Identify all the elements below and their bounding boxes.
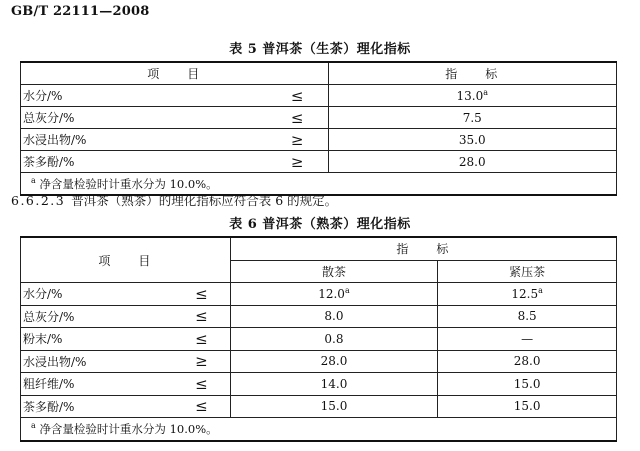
table-row [21,283,617,306]
loose-value: 0.8 [230,328,438,351]
pressed-value [438,283,617,306]
table5-title: 表 5 普洱茶（生茶）理化指标 [229,42,411,57]
table6-header-item-char2: 目 [138,253,153,268]
footnote-ref: a [483,88,488,97]
value-text: 12.0 [318,287,345,302]
table-row [21,305,617,328]
row-value [328,85,617,107]
loose-value: 8.0 [230,305,438,328]
clause-6-6-2-3 [11,191,337,209]
footnote-mark: a [31,420,36,430]
clause-text: 普洱茶（熟茶）的理化指标应符合表 6 的规定。 [71,193,338,208]
table6-header-index [230,237,616,260]
comparison-symbol: ≥ [280,151,328,173]
loose-value: 28.0 [230,350,438,373]
table6-header-row-1 [21,237,617,260]
table-row [21,151,617,173]
loose-value [230,283,438,306]
row-name: 水分/% [21,283,181,306]
table5-header-item-char2: 目 [187,67,202,81]
table5 [20,61,617,196]
comparison-symbol: ≤ [280,85,328,107]
table6-header-pressed: 紧压茶 [438,260,617,283]
pressed-value: 28.0 [438,350,617,373]
row-name: 水分/% [21,85,281,107]
table5-header-index [328,62,617,85]
row-value: 28.0 [328,151,617,173]
table5-header-item [21,62,329,85]
pressed-value: 8.5 [438,305,617,328]
comparison-symbol: ≥ [180,350,230,373]
table6-header-item [21,237,231,283]
table6-footnote [21,418,617,441]
table-row [21,85,617,107]
table5-header-index-char2: 标 [485,67,500,81]
table6 [20,236,617,442]
loose-value: 14.0 [230,373,438,396]
table6-footnote-row [21,418,617,441]
standard-number: GB/T 22111—2008 [11,4,150,19]
row-name: 粉末/% [21,328,181,351]
row-name: 水浸出物/% [21,129,281,151]
table-row [21,395,617,418]
footnote-mark: a [31,175,36,185]
row-name: 粗纤维/% [21,373,181,396]
pressed-value: — [438,328,617,351]
table-row [21,107,617,129]
footnote-ref: a [344,286,350,296]
table6-header-loose: 散茶 [230,260,438,283]
comparison-symbol: ≤ [180,305,230,328]
value-text: 13.0 [456,89,484,103]
footnote-text: 净含量检验时计重水分为 10.0%。 [39,176,218,191]
pressed-value: 15.0 [438,395,617,418]
row-name: 总灰分/% [21,107,281,129]
row-value: 7.5 [328,107,617,129]
comparison-symbol: ≤ [280,107,328,129]
comparison-symbol: ≤ [180,373,230,396]
row-name: 水浸出物/% [21,350,181,373]
comparison-symbol: ≤ [180,395,230,418]
comparison-symbol: ≤ [180,328,230,351]
row-name: 总灰分/% [21,305,181,328]
table-row [21,373,617,396]
pressed-value: 15.0 [438,373,617,396]
table-row [21,129,617,151]
row-name: 茶多酚/% [21,151,281,173]
table5-header-item-char1: 项 [147,67,162,81]
footnote-text: 净含量检验时计重水分为 10.0%。 [39,421,218,436]
table-row [21,350,617,373]
clause-number: 6.6.2.3 [11,193,66,208]
table6-header-index-char2: 标 [436,242,451,257]
table6-header-index-char1: 指 [396,242,411,257]
footnote-ref: a [538,286,543,296]
table6-title: 表 6 普洱茶（熟茶）理化指标 [229,217,411,232]
comparison-symbol: ≤ [180,283,230,306]
table5-header-index-char1: 指 [445,67,460,81]
value-text: 12.5 [511,287,539,302]
table5-header-row [21,62,617,85]
row-name: 茶多酚/% [21,395,181,418]
table6-header-item-char1: 项 [98,253,113,268]
loose-value: 15.0 [230,395,438,418]
table-row [21,328,617,351]
row-value: 35.0 [328,129,617,151]
comparison-symbol: ≥ [280,129,328,151]
